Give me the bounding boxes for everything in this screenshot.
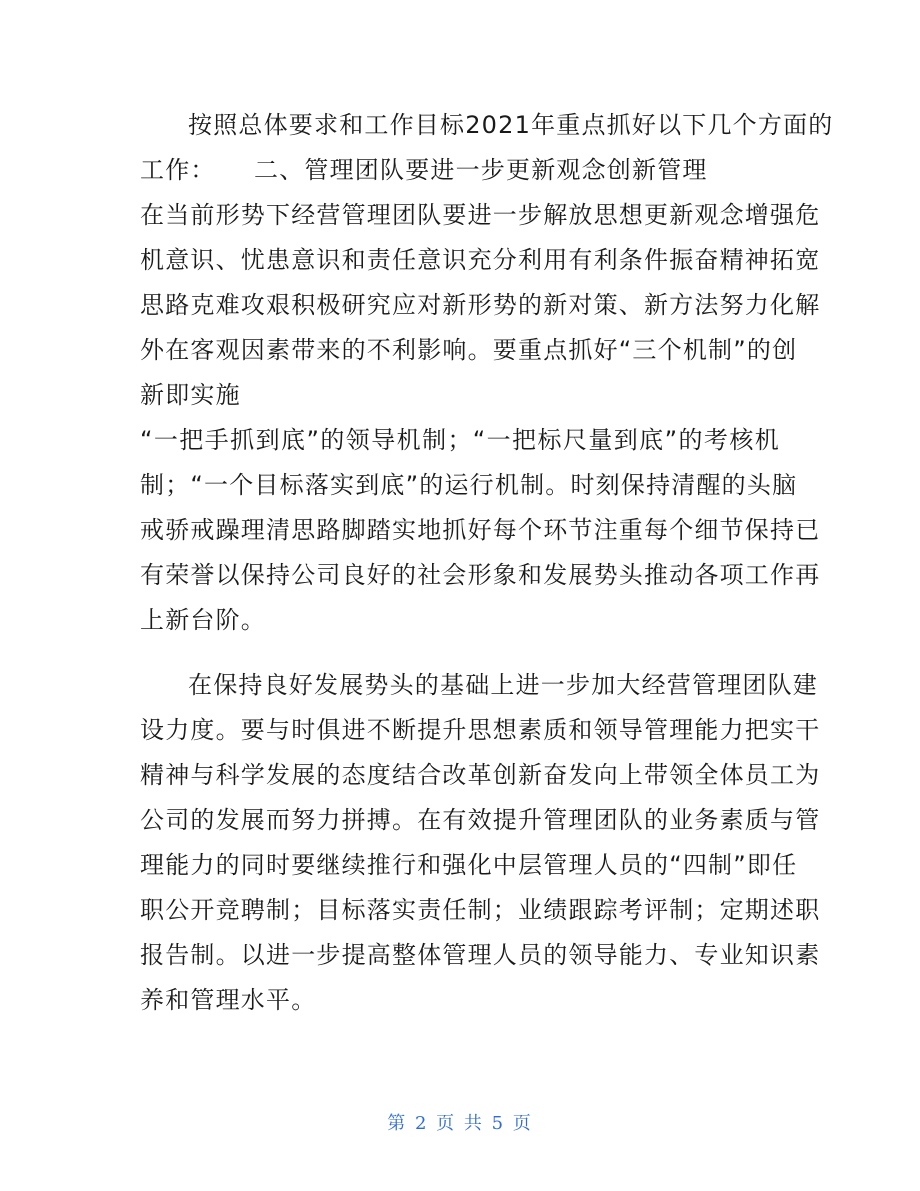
text-line: 精神与科学发展的态度结合改革创新奋发向上带领全体员工为 (140, 761, 821, 789)
text-line: “一把手抓到底”的领导机制；“一把标尺量到底”的考核机 (140, 426, 780, 454)
text-line: 有荣誉以保持公司良好的社会形象和发展势头推动各项工作再 (140, 561, 821, 589)
text-line: 思路克难攻艰积极研究应对新形势的新对策、新方法努力化解 (140, 291, 821, 319)
text-line: 设力度。要与时俱进不断提升思想素质和领导管理能力把实干 (140, 716, 821, 744)
text-line: 公司的发展而努力拼搏。在有效提升管理团队的业务素质与管 (140, 806, 821, 834)
text-line: 制；“一个目标落实到底”的运行机制。时刻保持清醒的头脑 (140, 471, 798, 499)
text-line: 养和管理水平。 (140, 986, 317, 1014)
page-number-footer: 第 2 页 共 5 页 (387, 1113, 533, 1134)
text-line: 理能力的同时要继续推行和强化中层管理人员的“四制”即任 (140, 851, 798, 879)
text-line: 报告制。以进一步提高整体管理人员的领导能力、专业知识素 (140, 941, 821, 969)
text-line: 戒骄戒躁理清思路脚踏实地抓好每个环节注重每个细节保持已 (140, 516, 821, 544)
text-line: 上新台阶。 (140, 606, 266, 634)
text-line: 在当前形势下经营管理团队要进一步解放思想更新观念增强危 (140, 201, 821, 229)
text-line: 工作： 二、管理团队要进一步更新观念创新管理 (140, 156, 708, 184)
text-line: 在保持良好发展势头的基础上进一步加大经营管理团队建 (188, 671, 818, 699)
text-line: 职公开竞聘制；目标落实责任制；业绩跟踪考评制；定期述职 (140, 896, 821, 924)
text-line: 新即实施 (140, 381, 241, 409)
text-line: 机意识、忧患意识和责任意识充分利用有利条件振奋精神拓宽 (140, 246, 821, 274)
text-line: 按照总体要求和工作目标2021年重点抓好以下几个方面的 (188, 111, 834, 139)
text-line: 外在客观因素带来的不利影响。要重点抓好“三个机制”的创 (140, 336, 798, 364)
